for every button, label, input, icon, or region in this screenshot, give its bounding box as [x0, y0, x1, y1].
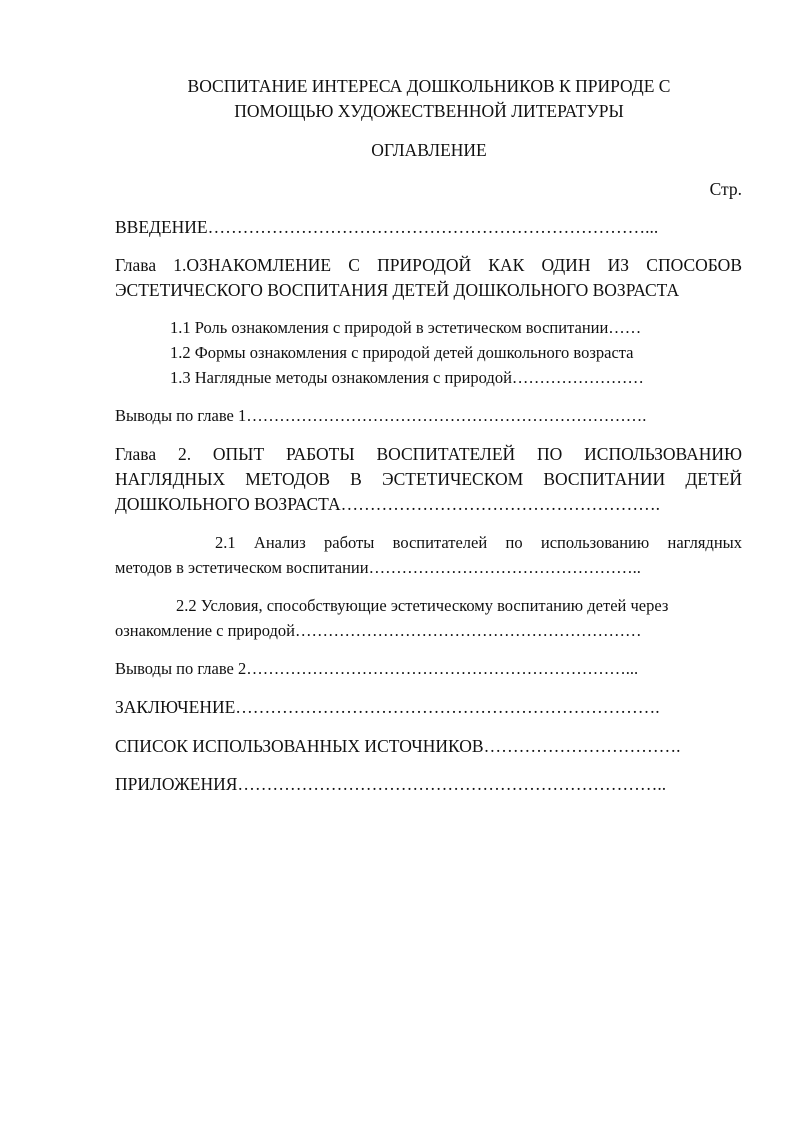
page-column-label: Стр.: [709, 179, 742, 199]
toc-entry-sources: СПИСОК ИСПОЛЬЗОВАННЫХ ИСТОЧНИКОВ…………………………….: [115, 736, 681, 756]
toc-entry-chapter1-line-2: ЭСТЕТИЧЕСКОГО ВОСПИТАНИЯ ДЕТЕЙ ДОШКОЛЬНОГО ВОЗРАСТА: [115, 280, 680, 300]
toc-entry-section-2-1-line-1: 2.1 Анализ работы воспитателей по использованию наглядных: [215, 533, 742, 552]
toc-entry-section-2-2-line-1: 2.2 Условия, способствующие эстетическому воспитанию детей через: [176, 596, 669, 615]
toc-entry-chapter2-line-1: Глава 2. ОПЫТ РАБОТЫ ВОСПИТАТЕЛЕЙ ПО ИСПОЛЬЗОВАНИЮ: [115, 444, 742, 464]
toc-entry-section-2-2-line-2: ознакомление с природой………………………………………………………: [115, 621, 642, 640]
document-title-line-1: ВОСПИТАНИЕ ИНТЕРЕСА ДОШКОЛЬНИКОВ К ПРИРОДЕ С: [187, 76, 671, 96]
toc-entry-appendices: ПРИЛОЖЕНИЯ………………………………………………………………..: [115, 774, 667, 794]
toc-heading: ОГЛАВЛЕНИЕ: [371, 140, 487, 160]
toc-entry-section-1-2: 1.2 Формы ознакомления с природой детей дошкольного возраста: [170, 343, 634, 362]
toc-entry-section-1-3: 1.3 Наглядные методы ознакомления с природой……………………: [170, 368, 644, 387]
toc-entry-section-2-1-line-2: методов в эстетическом воспитании…………………………………………..: [115, 558, 641, 577]
toc-entry-conclusions-chapter2: Выводы по главе 2……………………………………………………………...: [115, 659, 639, 678]
toc-entry-conclusions-chapter1: Выводы по главе 1……………………………………………………………….: [115, 406, 647, 425]
document-title-line-2: ПОМОЩЬЮ ХУДОЖЕСТВЕННОЙ ЛИТЕРАТУРЫ: [234, 101, 624, 121]
toc-entry-chapter2-line-3: ДОШКОЛЬНОГО ВОЗРАСТА……………………………………………….: [115, 494, 660, 514]
toc-entry-section-1-1: 1.1 Роль ознакомления с природой в эстетическом воспитании……: [170, 318, 642, 337]
toc-entry-conclusion: ЗАКЛЮЧЕНИЕ……………………………………………………………….: [115, 697, 660, 717]
toc-entry-chapter2-line-2: НАГЛЯДНЫХ МЕТОДОВ В ЭСТЕТИЧЕСКОМ ВОСПИТАНИИ ДЕТЕЙ: [115, 469, 742, 489]
toc-entry-chapter1-line-1: Глава 1.ОЗНАКОМЛЕНИЕ С ПРИРОДОЙ КАК ОДИН ИЗ СПОСОБОВ: [115, 255, 742, 275]
toc-entry-intro: ВВЕДЕНИЕ…………………………………………………………………...: [115, 217, 659, 237]
